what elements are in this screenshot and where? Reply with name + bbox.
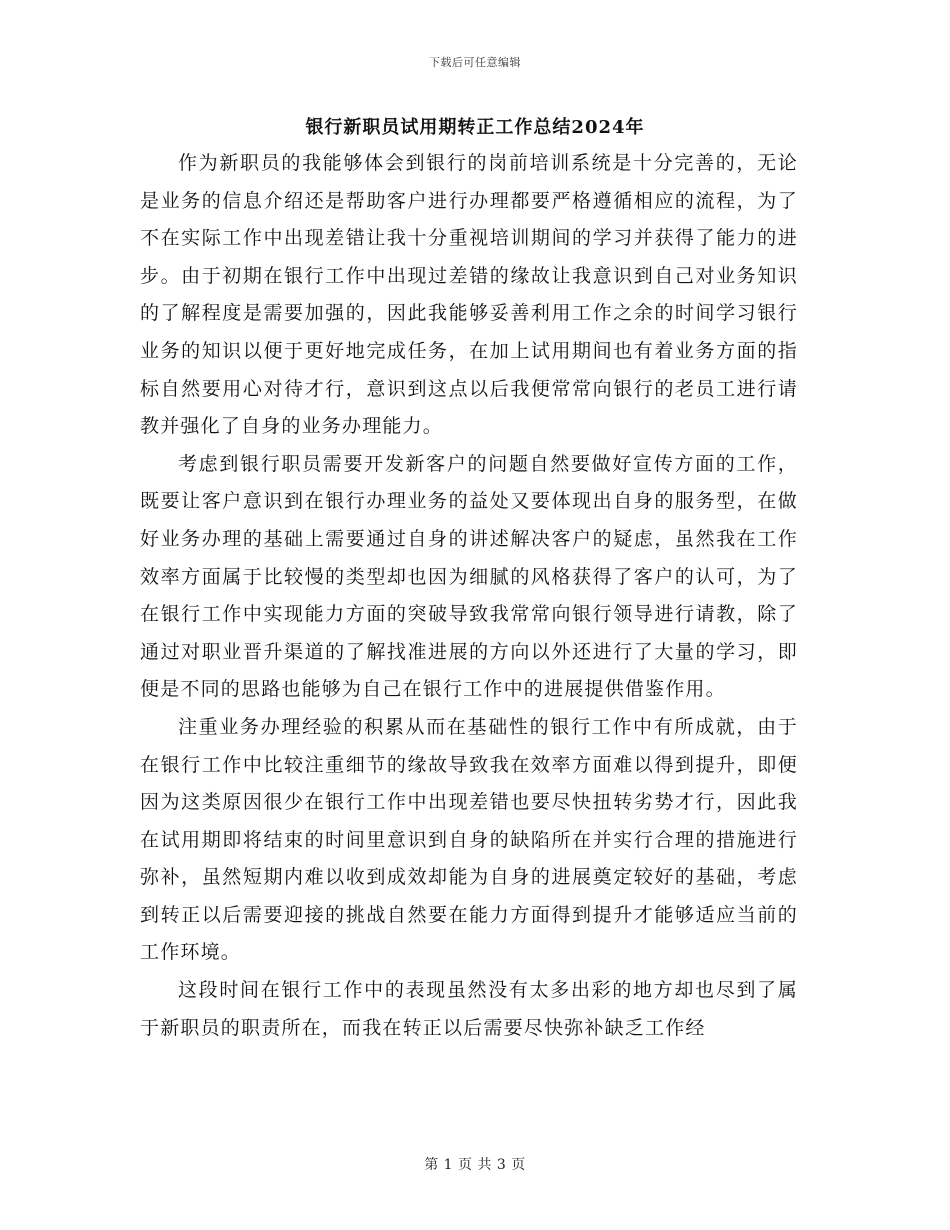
body-paragraph-3: 注重业务办理经验的积累从而在基础性的银行工作中有所成就，由于在银行工作中比较注重细节的缘故导致我在效率方面难以得到提升，即便因为这类原因很少在银行工作中出现差错也要尽快扭转劣势才行，因此我在试用期即将结束的时间里意识到自身的缺陷所在并实行合理的措施进行弥补，虽然短期内难以收到成效却能为自身的进展奠定较好的基础，考虑到转正以后需要迎接的挑战自然要在能力方面得到提升才能够适应当前的工作环境。 <box>140 715 798 964</box>
page-number-footer: 第 1 页 共 3 页 <box>424 1157 526 1173</box>
document-body <box>140 145 798 1047</box>
page-header-note: 下载后可任意编辑 <box>429 56 521 69</box>
document-title: 银行新职员试用期转正工作总结2024年 <box>305 117 645 138</box>
body-paragraph-4: 这段时间在银行工作中的表现虽然没有太多出彩的地方却也尽到了属于新职员的职责所在，而我在转正以后需要尽快弥补缺乏工作经 <box>140 979 798 1039</box>
body-paragraph-2: 考虑到银行职员需要开发新客户的问题自然要做好宣传方面的工作，既要让客户意识到在银行办理业务的益处又要体现出自身的服务型，在做好业务办理的基础上需要通过自身的讲述解决客户的疑虑，虽然我在工作效率方面属于比较慢的类型却也因为细腻的风格获得了客户的认可，为了在银行工作中实现能力方面的突破导致我常常向银行领导进行请教，除了通过对职业晋升渠道的了解找准进展的方向以外还进行了大量的学习，即便是不同的思路也能够为自己在银行工作中的进展提供借鉴作用。 <box>140 452 798 701</box>
body-paragraph-1: 作为新职员的我能够体会到银行的岗前培训系统是十分完善的，无论是业务的信息介绍还是帮助客户进行办理都要严格遵循相应的流程，为了不在实际工作中出现差错让我十分重视培训期间的学习并获得了能力的进步。由于初期在银行工作中出现过差错的缘故让我意识到自己对业务知识的了解程度是需要加强的，因此我能够妥善利用工作之余的时间学习银行业务的知识以便于更好地完成任务，在加上试用期间也有着业务方面的指标自然要用心对待才行，意识到这点以后我便常常向银行的老员工进行请教并强化了自身的业务办理能力。 <box>140 152 798 438</box>
